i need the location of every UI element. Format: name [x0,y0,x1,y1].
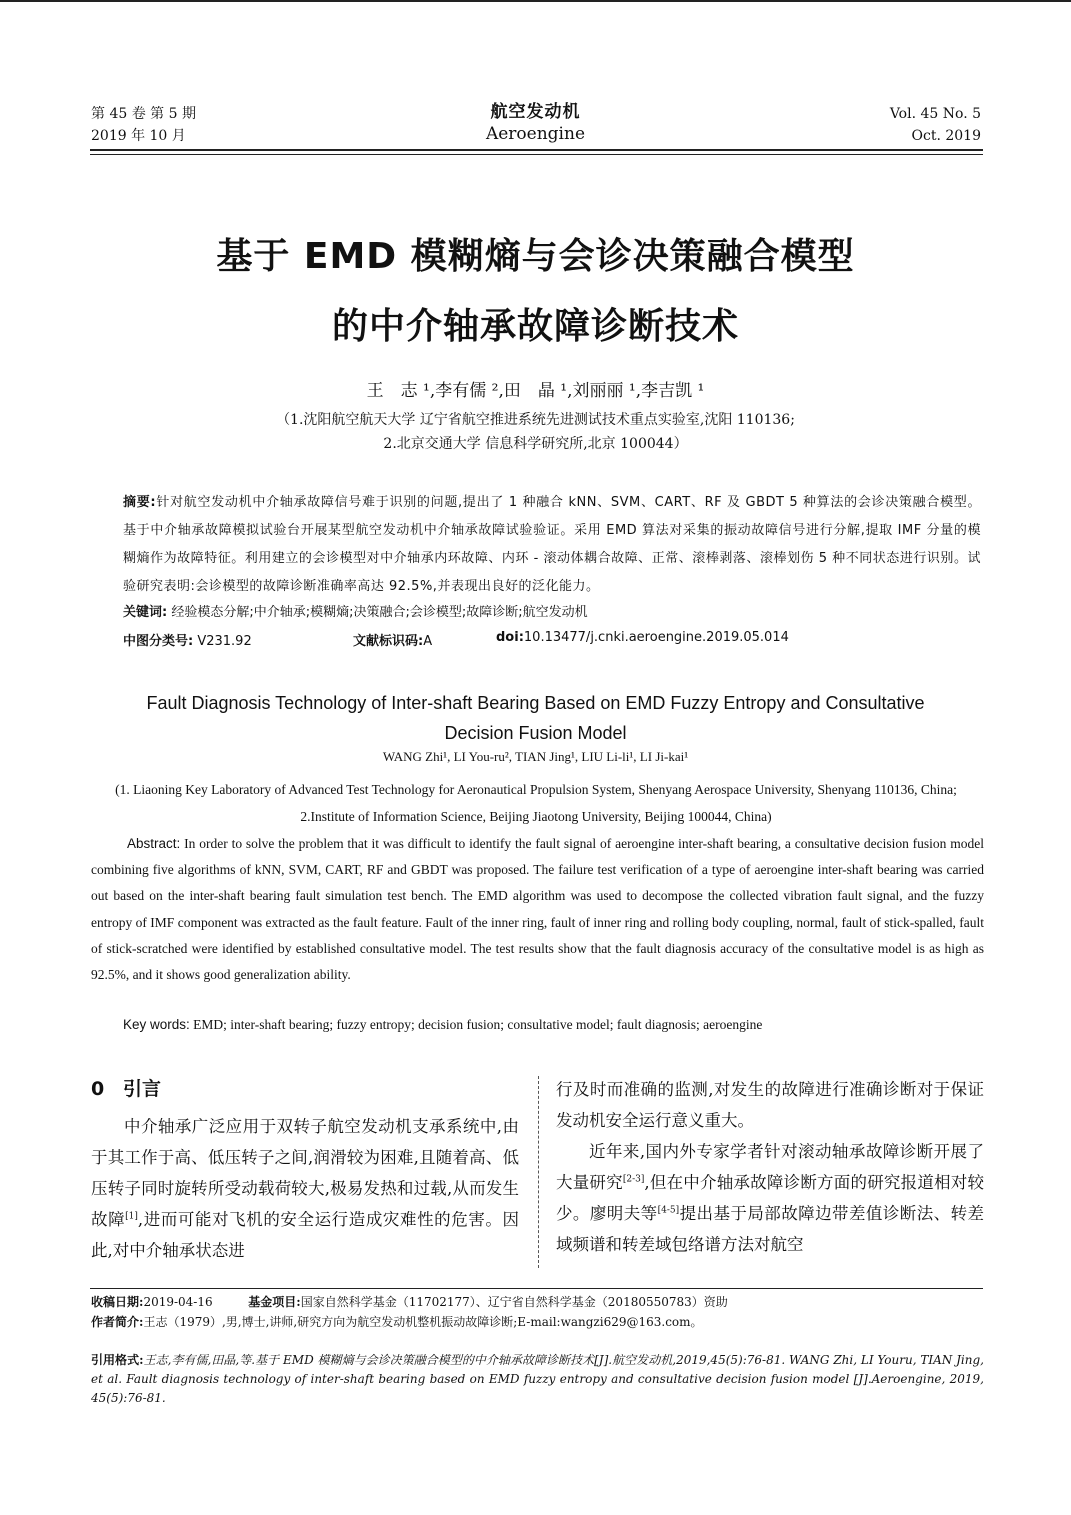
citation-format [91,1351,984,1408]
cn-abstract [91,489,981,601]
english-title [0,688,1071,748]
cn-doc-code [353,630,432,649]
header-date: 2019 年 10 月 [91,128,186,144]
top-border [0,0,1071,2]
header-rule-thin [90,154,983,155]
intro-p2-a: 近年来,国内外专家学者针对滚动轴承故障诊断开展了大量研究 [556,1142,984,1192]
column-divider [538,1076,539,1268]
english-keywords-label: Key words: [123,1017,190,1032]
english-title-line1: Fault Diagnosis Technology of Inter-shaft Bearing Based on EMD Fuzzy Entropy and Consultative [146,693,925,713]
english-abstract-label: Abstract: [127,836,181,851]
body-column-right [556,1074,984,1260]
english-keywords-text: EMD; inter-shaft bearing; fuzzy entropy; decision fusion; consultative model; fault diagnosis; aeroengine [193,1017,763,1032]
cn-keywords-text: 经验模态分解;中介轴承;模糊熵;决策融合;会诊模型;故障诊断;航空发动机 [171,605,588,620]
cn-keywords [123,601,588,620]
author-bio-label: 作者简介: [91,1315,144,1329]
paper-title-line2: 的中介轴承故障诊断技术 [331,306,739,347]
english-keywords [123,1017,762,1033]
intro-paragraph-2 [556,1136,984,1260]
intro-p1-end: ,进而可能对飞机的安全运行造成灾难性的危害。因此,对中介轴承状态进 [91,1210,520,1260]
english-authors: WANG Zhi¹, LI You-ru², TIAN Jing¹, LIU Li-li¹, LI Ji-kai¹ [382,749,689,764]
section-title: 引言 [123,1078,162,1100]
ref-2-3: [2-3] [622,1174,645,1185]
english-affiliations: (1. Liaoning Key Laboratory of Advanced Test Technology for Aeronautical Propulsion System, Shenyang Aerospace University, Shenyang 110136, China; 2.Institute of Information Science, Beijing Jiaotong University, Beijing 100044, China) [115,782,957,824]
paper-title-line1: 基于 EMD 模糊熵与会诊决策融合模型 [216,236,855,277]
citation-label: 引用格式: [91,1353,144,1367]
english-abstract-text: In order to solve the problem that it was difficult to identify the fault signal of aeroengine inter-shaft bearing, a consultative decision fusion model combining five algorithms of kNN, SVM, CART, RF and GBDT was proposed. The failure test verification of a type of aeroengine inter-shaft bearing was carried out based on the inter-shaft bearing fault simulation test bench. The EMD algorithm was used to decompose the collected vibration fault signal, and the fuzzy entropy of IMF component was extracted as the fault feature. Fault of the inner ring, fault of inner ring and rolling body coupling, normal, fault of stick-spalled, fault of stick-scratched were identified by established consultative model. The test results show that the fault diagnosis accuracy of the consultative model is as high as 92.5%, and it shows good generalization ability. [91,836,985,983]
received-date: 2019-04-16 [143,1295,213,1309]
intro-paragraph-1 [91,1111,519,1266]
header-rule-thick [90,149,983,151]
affiliation-line1: （1.沈阳航空航天大学 辽宁省航空推进系统先进测试技术重点实验室,沈阳 110136; [276,412,795,428]
clc-code: V231.92 [197,634,252,649]
ref-4-5: [4-5] [657,1205,680,1216]
footer-rule [90,1288,983,1289]
received-label: 收稿日期: [91,1295,144,1309]
header-volume-en: Vol. 45 No. 5 [889,106,981,122]
english-abstract [91,831,984,988]
section-heading [91,1074,519,1105]
intro-p2-c: 提出基于局部故障边带差值诊断法、转差域频谱和转差域包络谱方法对航空 [556,1204,985,1254]
header-date-en: Oct. 2019 [911,128,981,144]
intro-paragraph-1-cont: 行及时而准确的监测,对发生的故障进行准确诊断对于保证发动机安全运行意义重大。 [556,1080,984,1130]
intro-p1-text: 中介轴承广泛应用于双转子航空发动机支承系统中,由于其工作于高、低压转子之间,润滑较为困难,且随着高、低压转子同时旋转所受动载荷较大,极易发热和过载,从而发生故障 [91,1117,519,1229]
cn-abstract-text: 针对航空发动机中介轴承故障信号难于识别的问题,提出了 1 种融合 kNN、SVM、CART、RF 及 GBDT 5 种算法的会诊决策融合模型。基于中介轴承故障模拟试验台开展某型航空发动机中介轴承故障试验验证。采用 EMD 算法对采集的振动故障信号进行分解,提取 IMF 分量的模糊熵作为故障特征。利用建立的会诊模型对中介轴承内环故障、内环 - 滚动体耦合故障、正常、滚棒剥落、滚棒划伤 5 种不同状态进行识别。试验研究表明:会诊模型的故障诊断准确率高达 92.5%,并表现出良好的泛化能力。 [123,495,981,594]
doc-code: A [423,634,433,649]
header-volume: 第 45 卷 第 5 期 [91,106,196,122]
clc-label: 中图分类号: [123,634,194,649]
doi-label: doi: [496,630,524,645]
affiliation-line2: 2.北京交通大学 信息科学研究所,北京 100044） [383,436,688,452]
cn-doi [496,630,789,645]
journal-name-cn: 航空发动机 [490,102,581,122]
fund-text: 国家自然科学基金（11702177）、辽宁省自然科学基金（20180550783）资助 [300,1295,728,1309]
doi-value: 10.13477/j.cnki.aeroengine.2019.05.014 [523,630,789,645]
doc-code-label: 文献标识码: [353,634,424,649]
header-issue-info-en [890,103,981,147]
english-title-line2: Decision Fusion Model [444,723,627,743]
journal-name-en: Aeroengine [485,124,586,144]
cn-clc [123,630,252,649]
cn-abstract-label: 摘要: [123,495,157,510]
cn-keywords-label: 关键词: [123,605,168,620]
author-list: 王 志 ¹,李有儒 ²,田 晶 ¹,刘丽丽 ¹,李吉凯 ¹ [366,381,705,401]
author-bio-text: 王志（1979）,男,博士,讲师,研究方向为航空发动机整机振动故障诊断;E-mail:wangzi629@163.com。 [143,1315,703,1329]
body-column-left [91,1074,519,1266]
citation-text: 王志,李有儒,田晶,等.基于 EMD 模糊熵与会诊决策融合模型的中介轴承故障诊断技术[J].航空发动机,2019,45(5):76-81. WANG Zhi, LI Youru, TIAN Jing, et al. Fault diagnosis technology of inter-shaft bearing based on EMD fuzzy entropy and consultative decision fusion model [J].Aeroengine, 2019, 45(5):76-81. [91,1353,984,1405]
section-number: 0 [91,1078,105,1100]
footer-author-bio [91,1312,703,1332]
intro-p2-b: ,但在中介轴承故障诊断方面的研究报道相对较少。廖明夫等 [556,1173,984,1223]
ref-1: [1] [125,1211,138,1222]
fund-label: 基金项目: [248,1295,301,1309]
footer-received-fund [91,1292,728,1312]
